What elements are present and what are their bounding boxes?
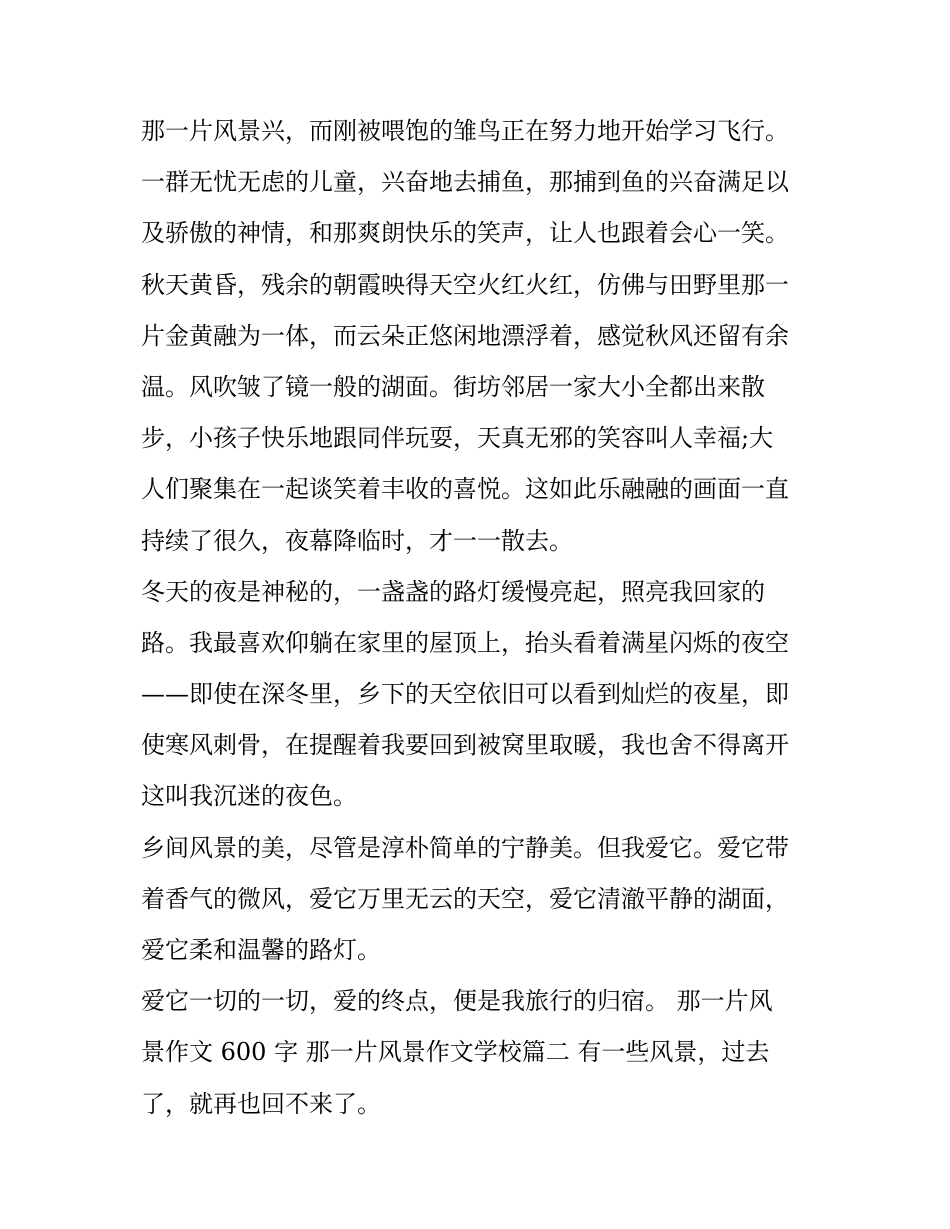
text-line: 使寒风刺骨，在提醒着我要回到被窝里取暖，我也舍不得离开 bbox=[141, 731, 789, 760]
text-line: 片金黄融为一体，而云朵正悠闲地漂浮着，感觉秋风还留有余 bbox=[141, 321, 789, 350]
text-line: 乡间风景的美，尽管是淳朴简单的宁静美。但我爱它。爱它带 bbox=[141, 833, 789, 862]
text-line: 秋天黄昏，残余的朝霞映得天空火红火红，仿佛与田野里那一 bbox=[141, 270, 789, 299]
document-body bbox=[141, 106, 821, 1130]
text-line: 一群无忧无虑的儿童，兴奋地去捕鱼，那捕到鱼的兴奋满足以 bbox=[141, 168, 789, 197]
text-line: 爱它一切的一切，爱的终点，便是我旅行的归宿。 那一片风 bbox=[141, 987, 773, 1016]
text-line: 了，就再也回不来了。 bbox=[141, 1089, 381, 1118]
text-line: 冬天的夜是神秘的，一盏盏的路灯缓慢亮起，照亮我回家的 bbox=[141, 577, 765, 606]
text-line: 温。风吹皱了镜一般的湖面。街坊邻居一家大小全都出来散 bbox=[141, 372, 765, 401]
text-line: 那一片风景兴，而刚被喂饱的雏鸟正在努力地开始学习飞行。 bbox=[141, 117, 789, 145]
text-line: 着香气的微风，爱它万里无云的天空，爱它清澈平静的湖面， bbox=[141, 884, 789, 913]
text-line: 景作文 600 字 那一片风景作文学校篇二 有一些风景，过去 bbox=[141, 1038, 770, 1067]
text-line: ——即使在深冬里，乡下的天空依旧可以看到灿烂的夜星，即 bbox=[141, 680, 789, 709]
text-line: 这叫我沉迷的夜色。 bbox=[141, 782, 357, 811]
text-line: 路。我最喜欢仰躺在家里的屋顶上，抬头看着满星闪烁的夜空 bbox=[141, 628, 789, 657]
text-line: 步，小孩子快乐地跟同伴玩耍，天真无邪的笑容叫人幸福;大 bbox=[141, 424, 774, 453]
text-line: 人们聚集在一起谈笑着丰收的喜悦。这如此乐融融的画面一直 bbox=[141, 475, 789, 504]
text-line: 爱它柔和温馨的路灯。 bbox=[141, 936, 381, 964]
text-line: 及骄傲的神情，和那爽朗快乐的笑声，让人也跟着会心一笑。 bbox=[141, 219, 789, 248]
text-line: 持续了很久，夜幕降临时，才一一散去。 bbox=[141, 526, 573, 555]
